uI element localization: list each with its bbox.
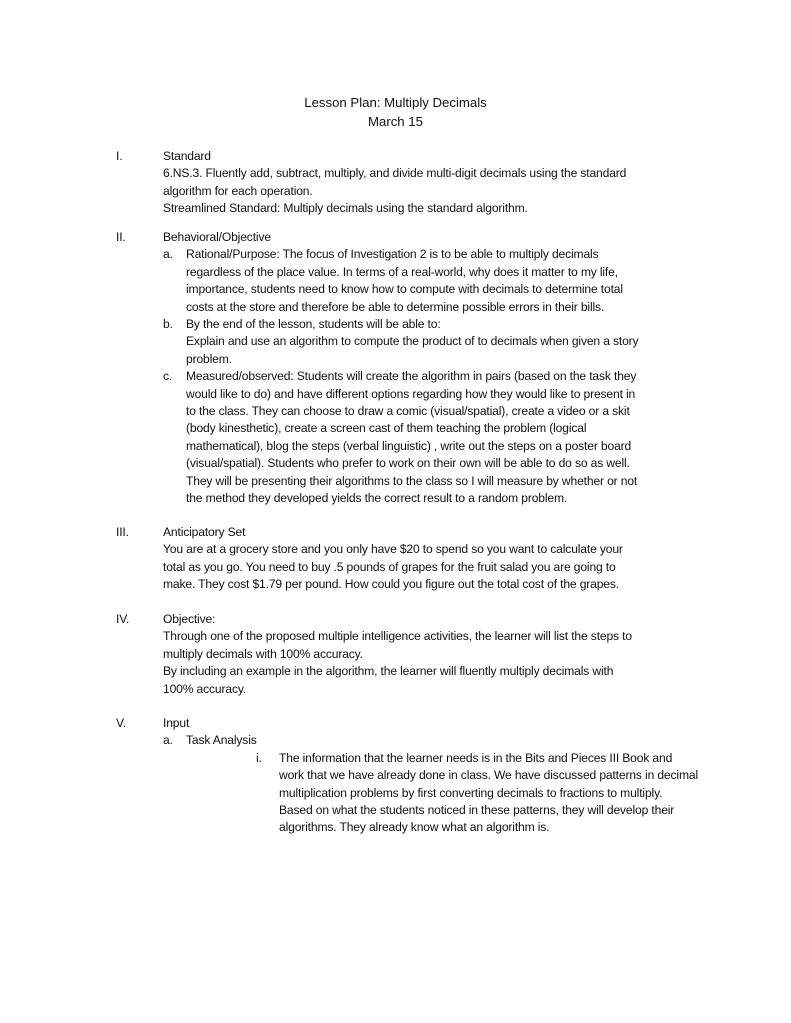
section-heading: Objective: bbox=[163, 612, 216, 626]
section-behavioral-objective bbox=[163, 229, 723, 508]
section-numeral: III. bbox=[116, 525, 129, 539]
section-anticipatory-set bbox=[163, 524, 723, 594]
section-objective bbox=[163, 611, 723, 698]
section-heading: Input bbox=[163, 716, 190, 730]
sub-list-item bbox=[256, 750, 723, 837]
list-marker: i. bbox=[256, 750, 262, 765]
section-numeral: I. bbox=[116, 149, 123, 163]
list-item bbox=[163, 246, 723, 316]
text-line: total as you go. You need to buy .5 pounds of grapes for the fruit salad you are going to bbox=[163, 559, 616, 574]
document-date: March 15 bbox=[368, 114, 423, 129]
list-item bbox=[163, 368, 723, 507]
text-line: The information that the learner needs is in the Bits and Pieces III Book and bbox=[279, 750, 673, 765]
section-heading: Anticipatory Set bbox=[163, 525, 246, 539]
text-line: algorithms. They already know what an algorithm is. bbox=[279, 820, 550, 835]
text-line: 100% accuracy. bbox=[163, 681, 247, 696]
list-marker: b. bbox=[163, 317, 173, 332]
section-heading: Behavioral/Objective bbox=[163, 230, 271, 244]
list-marker: a. bbox=[163, 733, 173, 748]
list-marker: c. bbox=[163, 369, 173, 384]
text-line: Based on what the students noticed in these patterns, they will develop their bbox=[279, 803, 675, 818]
text-line: multiplication problems by first converting decimals to fractions to multiply. bbox=[279, 785, 663, 800]
text-line: the method they developed yields the correct result to a random problem. bbox=[186, 491, 568, 506]
text-line: You are at a grocery store and you only have $20 to spend so you want to calculate your bbox=[163, 542, 623, 557]
text-line: Rational/Purpose: The focus of Investigation 2 is to be able to multiply decimals bbox=[186, 247, 599, 262]
section-standard bbox=[163, 148, 723, 218]
section-input bbox=[163, 715, 723, 837]
text-line: Explain and use an algorithm to compute the product of to decimals when given a story bbox=[186, 334, 639, 349]
text-line: algorithm for each operation. bbox=[163, 183, 313, 198]
text-line: By including an example in the algorithm, the learner will fluently multiply decimals with bbox=[163, 664, 614, 679]
text-line: mathematical), blog the steps (verbal linguistic) , write out the steps on a poster board bbox=[186, 438, 632, 453]
text-line: Task Analysis bbox=[186, 733, 257, 748]
text-line: Through one of the proposed multiple intelligence activities, the learner will list the steps to bbox=[163, 629, 632, 644]
document-title: Lesson Plan: Multiply Decimals bbox=[304, 95, 487, 110]
text-line: Measured/observed: Students will create the algorithm in pairs (based on the task they bbox=[186, 369, 637, 384]
text-line: to the class. They can choose to draw a comic (visual/spatial), create a video or a skit bbox=[186, 404, 630, 419]
section-numeral: IV. bbox=[116, 612, 130, 626]
text-line: (body kinesthetic), create a screen cast of them teaching the problem (logical bbox=[186, 421, 587, 436]
text-line: would like to do) and have different options regarding how they would like to present in bbox=[186, 386, 636, 401]
list-item bbox=[163, 316, 723, 368]
text-line: costs at the store and therefore be able to determine possible errors in their bills. bbox=[186, 299, 605, 314]
list-marker: a. bbox=[163, 247, 173, 262]
text-line: Streamlined Standard: Multiply decimals using the standard algorithm. bbox=[163, 201, 528, 216]
text-line: regardless of the place value. In terms of a real-world, why does it matter to my life, bbox=[186, 264, 618, 279]
text-line: 6.NS.3. Fluently add, subtract, multiply, and divide multi-digit decimals using the standard bbox=[163, 166, 627, 181]
text-line: By the end of the lesson, students will be able to: bbox=[186, 317, 441, 332]
text-line: make. They cost $1.79 per pound. How could you figure out the total cost of the grapes. bbox=[163, 577, 619, 592]
text-line: (visual/spatial). Students who prefer to work on their own will be able to do so as well. bbox=[186, 456, 630, 471]
section-heading: Standard bbox=[163, 149, 211, 163]
text-line: problem. bbox=[186, 351, 232, 366]
text-line: They will be presenting their algorithms to the class so I will measure by whether or not bbox=[186, 473, 638, 488]
section-numeral: V. bbox=[116, 716, 127, 730]
text-line: work that we have already done in class. We have discussed patterns in decimal bbox=[279, 768, 698, 783]
text-line: multiply decimals with 100% accuracy. bbox=[163, 646, 363, 661]
section-numeral: II. bbox=[116, 230, 126, 244]
text-line: importance, students need to know how to compute with decimals to determine total bbox=[186, 282, 623, 297]
list-item bbox=[163, 732, 723, 836]
